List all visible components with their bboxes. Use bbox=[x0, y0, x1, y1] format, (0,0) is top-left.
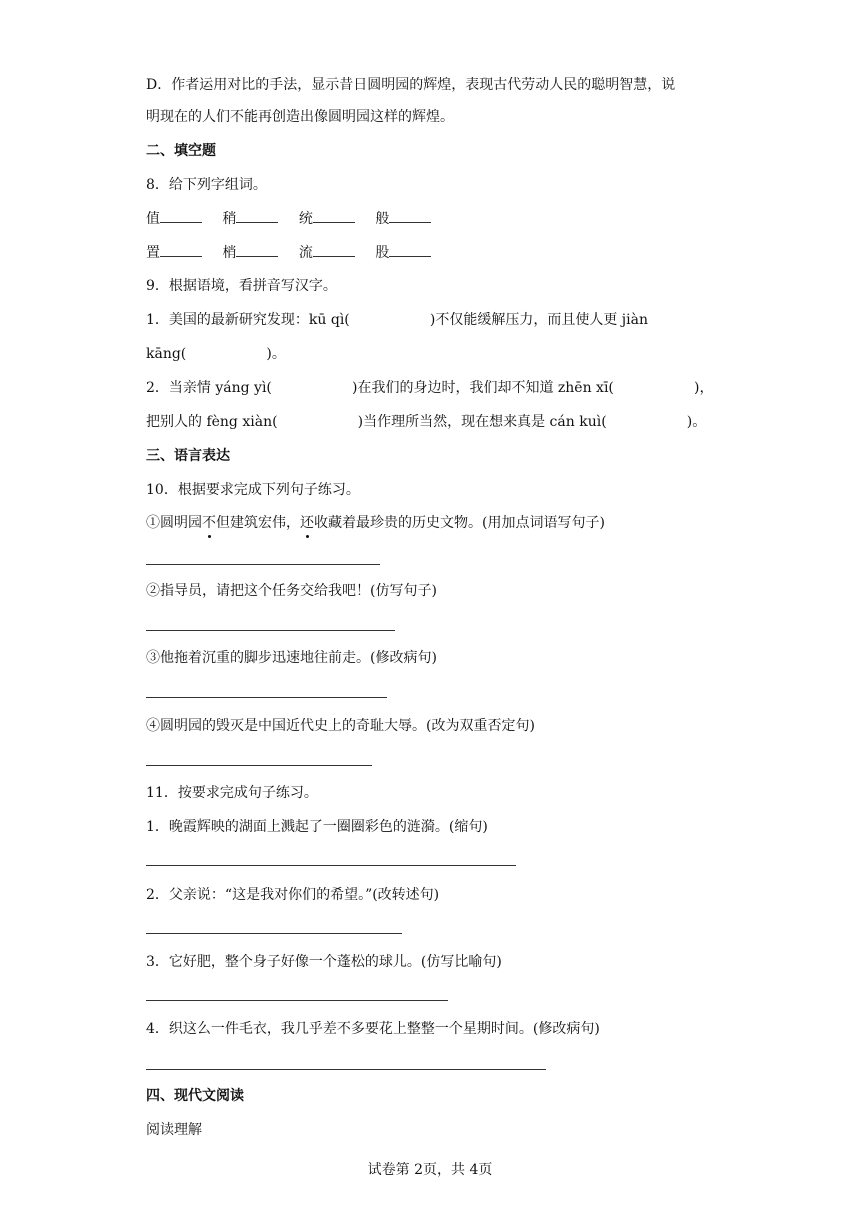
q11-item4: 4．织这么一件毛衣，我几乎差不多要花上整整一个星期时间。(修改病句) bbox=[146, 1021, 600, 1037]
word-item: 流 bbox=[299, 242, 355, 263]
page-footer: 试卷第 2页，共 4页 bbox=[367, 1162, 493, 1178]
q11-item3: 3．它好肥，整个身子好像一个蓬松的球儿。(仿写比喻句) bbox=[146, 954, 502, 970]
answer-line[interactable] bbox=[146, 933, 402, 934]
question-10: 10．根据要求完成下列句子练习。 bbox=[146, 482, 360, 498]
word-item: 稍 bbox=[222, 208, 278, 229]
dotted-char: 还 bbox=[300, 515, 314, 531]
word-item: 统 bbox=[299, 208, 355, 229]
answer-line[interactable] bbox=[146, 765, 372, 766]
dotted-char: 不 bbox=[202, 515, 216, 531]
word-item: 般 bbox=[375, 208, 431, 229]
option-d-line2: 明现在的人们不能再创造出像圆明园这样的辉煌。 bbox=[146, 109, 454, 125]
reading-subheading: 阅读理解 bbox=[146, 1122, 202, 1138]
word-row-2 bbox=[146, 242, 447, 263]
answer-line[interactable] bbox=[146, 564, 380, 565]
word-item: 值 bbox=[146, 208, 202, 229]
q11-item1: 1．晚霞辉映的湖面上溅起了一圈圈彩色的涟漪。(缩句) bbox=[146, 819, 488, 835]
section-heading-fill-blank: 二、填空题 bbox=[146, 143, 216, 159]
section-heading-language: 三、语言表达 bbox=[146, 448, 230, 464]
q10-item1: ①圆明园不但建筑宏伟，还收藏着最珍贵的历史文物。(用加点词语写句子) bbox=[146, 515, 605, 531]
answer-line[interactable] bbox=[146, 865, 516, 866]
word-item: 股 bbox=[375, 242, 431, 263]
q9-item1-line2: kāng( )。 bbox=[146, 346, 286, 362]
word-item: 梢 bbox=[222, 242, 278, 263]
section-heading-reading: 四、现代文阅读 bbox=[146, 1088, 244, 1104]
q10-item4: ④圆明园的毁灭是中国近代史上的奇耻大辱。(改为双重否定句) bbox=[146, 718, 535, 734]
answer-line[interactable] bbox=[146, 1069, 546, 1070]
q9-item2-line2: 把别人的 fèng xiàn( )当作理所当然，现在想来真是 cán kuì( )。 bbox=[146, 414, 707, 430]
option-d-line1: D．作者运用对比的手法，显示昔日圆明园的辉煌，表现古代劳动人民的聪明智慧，说 bbox=[146, 77, 676, 93]
word-item: 置 bbox=[146, 242, 202, 263]
q10-item2: ②指导员，请把这个任务交给我吧！(仿写句子) bbox=[146, 583, 437, 599]
q11-item2: 2．父亲说：“这是我对你们的希望。”(改转述句) bbox=[146, 887, 440, 903]
answer-line[interactable] bbox=[146, 630, 395, 631]
answer-line[interactable] bbox=[146, 1000, 448, 1001]
question-11: 11．按要求完成句子练习。 bbox=[146, 785, 318, 801]
q9-item1-line1: 1．美国的最新研究发现：kū qì( )不仅能缓解压力，而且使人更 jiàn bbox=[146, 312, 648, 328]
question-9: 9．根据语境，看拼音写汉字。 bbox=[146, 278, 337, 294]
answer-line[interactable] bbox=[146, 697, 387, 698]
q10-item3: ③他拖着沉重的脚步迅速地往前走。(修改病句) bbox=[146, 650, 437, 666]
q9-item2-line1: 2．当亲情 yáng yì( )在我们的身边时，我们却不知道 zhēn xī( )， bbox=[146, 380, 714, 396]
word-row-1 bbox=[146, 208, 447, 229]
question-8: 8．给下列字组词。 bbox=[146, 177, 267, 193]
